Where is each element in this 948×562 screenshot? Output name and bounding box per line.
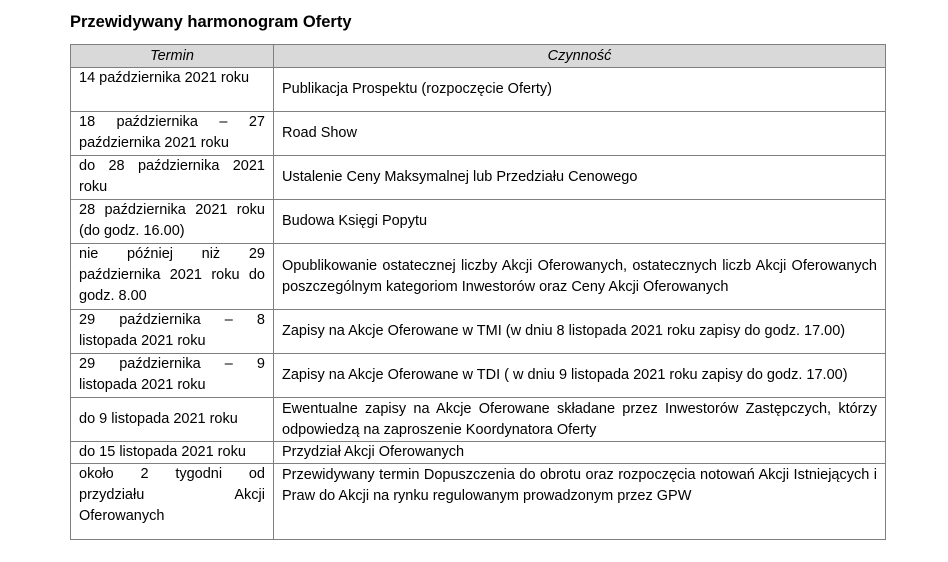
termin-cell: 29 października – 8 listopada 2021 roku [71,310,274,354]
czynnosc-cell: Ustalenie Ceny Maksymalnej lub Przedziału Cenowego [274,156,886,200]
termin-cell: 18 października – 27 października 2021 roku [71,112,274,156]
table-row [71,244,886,310]
table-header-row [71,45,886,68]
termin-cell: około 2 tygodni od przydziału Akcji Oferowanych [71,464,274,540]
czynnosc-cell: Publikacja Prospektu (rozpoczęcie Oferty) [274,68,886,112]
termin-cell: do 28 października 2021 roku [71,156,274,200]
termin-cell: 28 października 2021 roku (do godz. 16.00) [71,200,274,244]
schedule-table [70,44,886,540]
page-title: Przewidywany harmonogram Oferty [70,13,352,31]
czynnosc-cell: Zapisy na Akcje Oferowane w TDI ( w dniu 9 listopada 2021 roku zapisy do godz. 17.00) [274,354,886,398]
termin-cell: nie później niż 29 października 2021 roku do godz. 8.00 [71,244,274,310]
table-row [71,112,886,156]
table-row [71,68,886,112]
table-row [71,156,886,200]
termin-cell: 29 października – 9 listopada 2021 roku [71,354,274,398]
termin-cell: do 15 listopada 2021 roku [71,442,274,464]
termin-cell: 14 października 2021 roku [71,68,274,112]
table-row [71,200,886,244]
table-row [71,310,886,354]
czynnosc-cell: Budowa Księgi Popytu [274,200,886,244]
table-row [71,442,886,464]
table-row [71,464,886,540]
czynnosc-cell: Przewidywany termin Dopuszczenia do obrotu oraz rozpoczęcia notowań Akcji Istniejących i Praw do Akcji na rynku regulowanym prowadzonym przez GPW [274,464,886,540]
czynnosc-cell: Przydział Akcji Oferowanych [274,442,886,464]
czynnosc-cell: Ewentualne zapisy na Akcje Oferowane składane przez Inwestorów Zastępczych, którzy odpowiedzą na zaproszenie Koordynatora Oferty [274,398,886,442]
czynnosc-cell: Opublikowanie ostatecznej liczby Akcji Oferowanych, ostatecznych liczb Akcji Oferowanych poszczególnym kategoriom Inwestorów oraz Ceny Akcji Oferowanych [274,244,886,310]
table-row [71,354,886,398]
termin-cell: do 9 listopada 2021 roku [71,398,274,442]
czynnosc-cell: Zapisy na Akcje Oferowane w TMI (w dniu 8 listopada 2021 roku zapisy do godz. 17.00) [274,310,886,354]
column-header-termin: Termin [71,45,274,68]
column-header-czynnosc: Czynność [274,45,886,68]
czynnosc-cell: Road Show [274,112,886,156]
table-row [71,398,886,442]
